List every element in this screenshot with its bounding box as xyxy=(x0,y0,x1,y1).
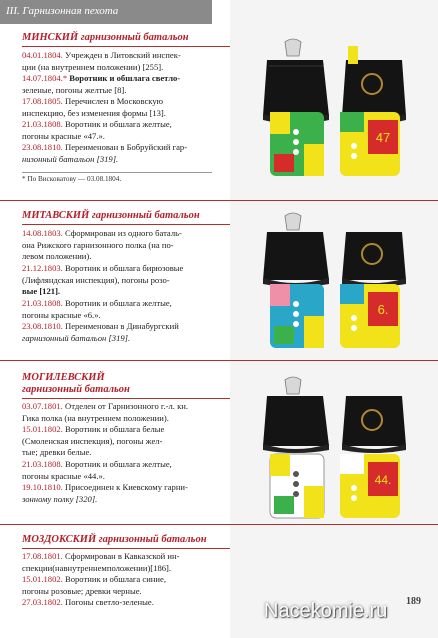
header-title: III. Гарнизонная пехота xyxy=(6,5,119,17)
entry-text: зеленые, погоны желтые [8]. xyxy=(22,84,127,95)
collar-white xyxy=(268,452,326,520)
entry-mozdok-3 xyxy=(22,597,230,609)
entry-date: 17.08.1801. xyxy=(22,551,63,561)
entry-minsk-5 xyxy=(22,142,230,165)
entry-mitava-4 xyxy=(22,321,230,344)
entry-text: погоны красные «47.». xyxy=(22,130,105,141)
watermark: Nacekomie.ru xyxy=(264,600,388,622)
section-title-mozdok: МОЗДОКСКИЙ гарнизонный батальон xyxy=(22,534,207,545)
section-title-mitava: МИТАВСКИЙ гарнизонный батальон xyxy=(22,210,200,221)
collar-green xyxy=(268,110,326,178)
entry-text: Воротник и обшлага желтые, xyxy=(64,298,172,308)
entry-date: 15.01.1802. xyxy=(22,574,63,584)
entry-mogilev-4 xyxy=(22,482,230,505)
entry-mogilev-2 xyxy=(22,424,230,459)
section-title-mogilev: МОГИЛЕВСКИЙ xyxy=(22,372,105,383)
entry-text: погоны красные «6.». xyxy=(22,309,101,320)
entry-minsk-4 xyxy=(22,119,230,142)
entry-date: 21.03.1808. xyxy=(22,459,63,469)
entry-minsk-3 xyxy=(22,96,230,119)
entry-text: Сформирован в Кавказской ин- xyxy=(64,551,180,561)
entry-text: Воротник и обшлага синие, xyxy=(64,574,166,584)
entry-date: 21.03.1808. xyxy=(22,298,63,308)
section-title-minsk: МИНСКИЙ гарнизонный батальон xyxy=(22,32,189,43)
entry-text: (Лифляндская инспекция), погоны розо- xyxy=(22,274,170,285)
page-number: 189 xyxy=(406,596,421,607)
entry-mogilev-3 xyxy=(22,459,230,482)
entry-text: она Рижского гарнизонного полка (на по- xyxy=(22,239,174,250)
entry-text: вые [121]. xyxy=(22,286,61,296)
entry-date: 19.10.1810. xyxy=(22,482,63,492)
entry-text: Гика полка (на внутреннем положении). xyxy=(22,412,169,423)
entry-text: Воротник и обшлага белые xyxy=(64,424,165,434)
collar-number: 47 xyxy=(375,130,391,145)
title-underline xyxy=(22,46,230,47)
entry-mitava-2 xyxy=(22,263,230,298)
section-separator xyxy=(0,200,438,201)
entry-date: 14.07.1804.* xyxy=(22,73,68,83)
shako-back-illustration xyxy=(338,210,410,290)
entry-text: (Смоленская инспекция), погоны жел- xyxy=(22,435,163,446)
entry-text: низонный батальон [319]. xyxy=(22,153,119,164)
collar-yellow xyxy=(338,282,402,350)
entry-text: Перечислен в Московскую xyxy=(64,96,164,106)
collar-number: 6. xyxy=(377,302,389,317)
entry-date: 27.03.1802. xyxy=(22,597,63,607)
entry-mogilev-1 xyxy=(22,401,230,424)
entry-date: 21.03.1808. xyxy=(22,119,63,129)
entry-mozdok-1 xyxy=(22,551,230,574)
entry-text: Воротник и обшлага светло- xyxy=(69,73,181,83)
collar-yellow xyxy=(338,452,402,520)
entry-text: гарнизонный батальон [319]. xyxy=(22,332,131,343)
entry-date: 21.12.1803. xyxy=(22,263,63,273)
entry-text: Воротник и обшлага бирюзовые xyxy=(64,263,184,273)
entry-date: 17.08.1805. xyxy=(22,96,63,106)
title-underline xyxy=(22,224,230,225)
entry-mozdok-2 xyxy=(22,574,230,597)
entry-text: Воротник и обшлага желтые, xyxy=(64,459,172,469)
entry-text: левом положении). xyxy=(22,251,92,261)
entry-date: 03.07.1801. xyxy=(22,401,63,411)
entry-date: 23.08.1810. xyxy=(22,142,63,152)
collar-number: 44. xyxy=(374,473,392,487)
collar-turquoise xyxy=(268,282,326,350)
section-separator xyxy=(0,360,438,361)
collar-yellow xyxy=(338,110,402,178)
entry-text: инспекцию, без изменения формы [13]. xyxy=(22,107,166,118)
shako-back-illustration xyxy=(338,374,410,456)
entry-text: тые; древки белые. xyxy=(22,447,92,457)
entry-mitava-1 xyxy=(22,228,230,263)
entry-text: Учрежден в Литовский инспек- xyxy=(64,50,181,60)
entry-text: спекции(навнутреннемположении)[186]. xyxy=(22,562,172,573)
entry-text: Переименован в Бобруйский гар- xyxy=(64,142,188,152)
entry-minsk-2 xyxy=(22,73,230,96)
entry-date: 04.01.1804. xyxy=(22,50,63,60)
entry-text: Присоединен к Киевскому гарни- xyxy=(64,482,188,492)
entry-text: зонному полку [320]. xyxy=(22,493,98,504)
entry-date: 23.08.1810. xyxy=(22,321,63,331)
shako-illustration xyxy=(255,210,337,290)
entry-text: Воротник и обшлага желтые, xyxy=(64,119,172,129)
title-underline xyxy=(22,548,230,549)
shako-illustration xyxy=(255,374,337,456)
entry-text: Переименован в Динабургский xyxy=(64,321,179,331)
entry-date: 15.01.1802. xyxy=(22,424,63,434)
entry-text: Отделен от Гарнизонного г.-л. кн. xyxy=(64,401,188,411)
section-separator xyxy=(0,524,438,525)
entry-text: ции (на внутреннем положении) [255]. xyxy=(22,61,164,72)
entry-text: погоны красные «44.». xyxy=(22,470,105,481)
entry-minsk-1 xyxy=(22,50,230,73)
entry-text: погоны розовые; древки черные. xyxy=(22,585,142,596)
footnote-rule xyxy=(22,172,212,173)
section-subtitle-mogilev: гарнизонный батальон xyxy=(22,384,130,395)
title-underline xyxy=(22,398,230,399)
entry-mitava-3 xyxy=(22,298,230,321)
footnote: * По Висковатову — 03.08.1804. xyxy=(22,175,122,183)
entry-text: Сформирован из одного баталь- xyxy=(64,228,182,238)
entry-text: Погоны светло-зеленые. xyxy=(64,597,154,607)
entry-date: 14.08.1803. xyxy=(22,228,63,238)
